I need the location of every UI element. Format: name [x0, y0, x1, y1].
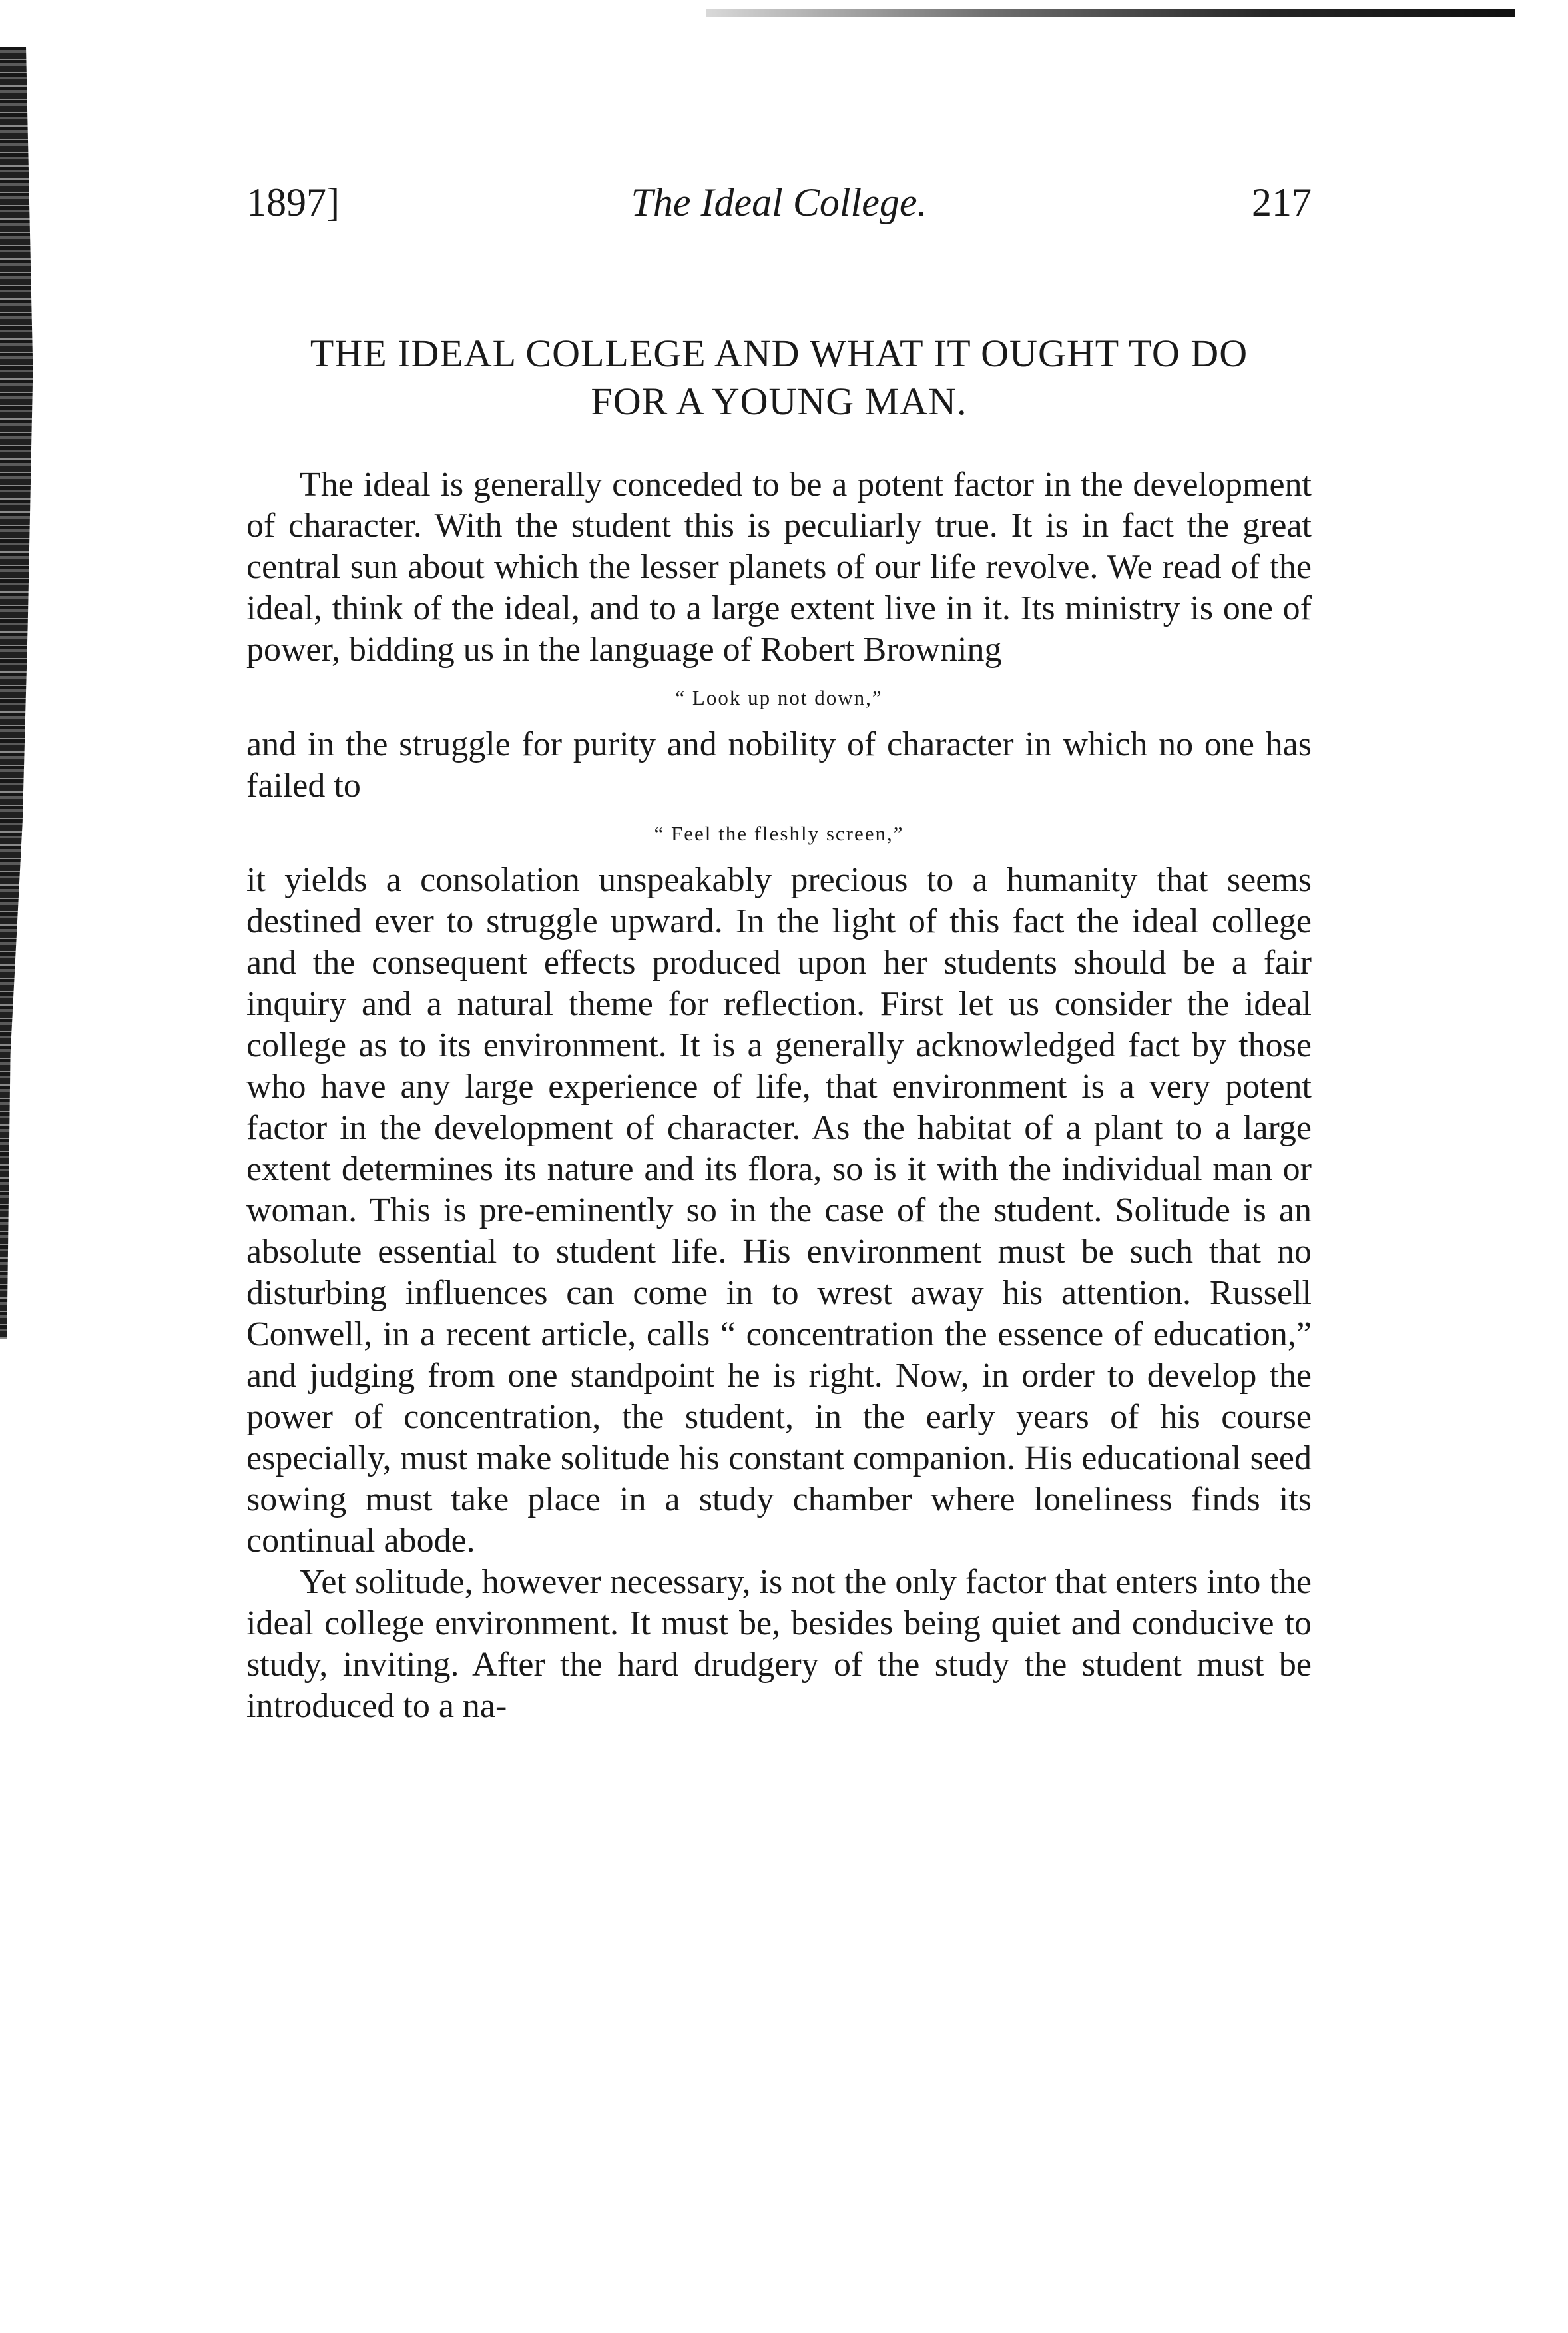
scan-left-edge — [0, 47, 35, 1339]
paragraph-2: Yet solitude, however necessary, is not the only factor that enters into the ideal college environment. It must be, besides being quiet and conducive to study, inviting. After the hard drudgery of the study the student must be introduced to a na- — [246, 1563, 1312, 1725]
paragraph-1-continuation-2: it yields a consolation unspeakably precious to a humanity that seems destined ever to struggle upward. In the light of this fact the ideal college and the consequent effects produced upon her students should be a fair inquiry and a natural theme for reflection. First let us consider the ideal college as to its environment. It is a generally acknowledged fact by those who have any large experience of life, that environment is a very potent factor in the development of character. As the habitat of a plant to a large extent determines its nature and its flora, so is it with the individual man or woman. This is pre-eminently so in the case of the student. Solitude is an absolute essential to student life. His environment must be such that no disturbing influences can come in to wrest away his attention. Russell Conwell, in a recent article, calls “ concentration the essence of education,” and judging from one standpoint he is right. Now, in order to develop the power of concentration, the student, in the early years of his course especially, must make solitude his constant companion. His educational seed sowing must take place in a study chamber where loneliness finds its continual abode. — [246, 861, 1312, 1560]
quote-look-up: “ Look up not down,” — [675, 686, 883, 709]
document-page — [246, 153, 1312, 1727]
running-head — [246, 153, 1312, 233]
article-title-line-1: THE IDEAL COLLEGE AND WHAT IT OUGHT TO DO — [310, 332, 1248, 375]
running-head-year: 1897] — [246, 180, 340, 224]
page-number: 217 — [1252, 180, 1312, 224]
paragraph-1-continuation: and in the struggle for purity and nobility of character in which no one has failed to — [246, 725, 1312, 805]
quote-fleshly-screen: “ Feel the fleshly screen,” — [654, 822, 904, 845]
article-title-line-2: FOR A YOUNG MAN. — [591, 380, 967, 423]
article-title — [246, 330, 1312, 426]
paragraph-1: The ideal is generally conceded to be a potent factor in the development of character. With the student this is peculiarly true. It is in fact the great central sun about which the lesser planets of our life revolve. We read of the ideal, think of the ideal, and to a large extent live in it. Its ministry is one of power, bidding us in the language of Robert Browning — [246, 466, 1312, 669]
scan-top-rule — [706, 9, 1515, 17]
running-head-title: The Ideal College. — [631, 180, 927, 224]
